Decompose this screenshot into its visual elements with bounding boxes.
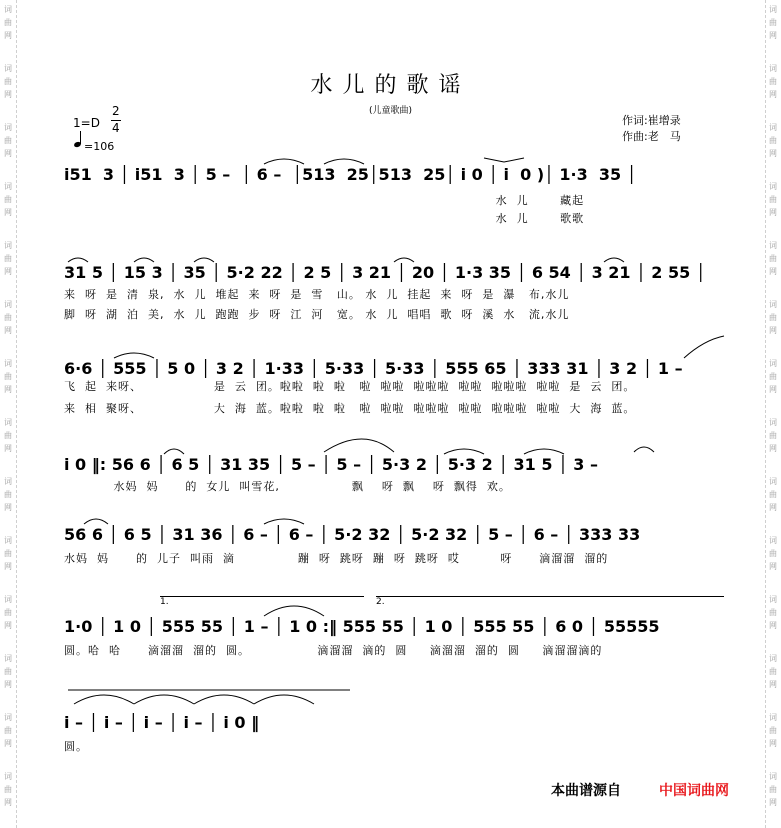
edge-watermark-glyph: 曲 <box>769 549 777 558</box>
edge-watermark-glyph: 词 <box>769 182 777 191</box>
time-signature-numerator: 2 <box>112 104 120 118</box>
edge-watermark-glyph: 词 <box>4 300 12 309</box>
notation: 56 6 │ 6 5 │ 31 36 │ 6 – │ 6 – │ 5·2 32 │ 5·2 32 │ 5 – │ 6 – │ 333 33 <box>64 524 641 544</box>
edge-watermark-glyph: 词 <box>4 359 12 368</box>
edge-watermark-glyph: 曲 <box>4 490 12 499</box>
edge-watermark-glyph: 网 <box>4 267 12 276</box>
lyric-verse-1: 圆。 <box>64 740 88 753</box>
edge-watermark-glyph: 词 <box>4 123 12 132</box>
key-signature: 1=D <box>73 116 100 130</box>
edge-watermark-glyph: 曲 <box>4 785 12 794</box>
edge-watermark-glyph: 网 <box>4 798 12 807</box>
edge-watermark-glyph: 曲 <box>769 77 777 86</box>
edge-watermark-glyph: 网 <box>769 562 777 571</box>
edge-watermark-glyph: 曲 <box>769 372 777 381</box>
edge-watermark-glyph: 词 <box>4 713 12 722</box>
edge-watermark-glyph: 曲 <box>769 726 777 735</box>
edge-watermark-glyph: 网 <box>4 385 12 394</box>
edge-watermark-glyph: 网 <box>769 326 777 335</box>
lyric-verse-1: 水妈 妈 的 儿子 叫雨 滴 蹦 呀 跳呀 蹦 呀 跳呀 哎 呀 滴溜溜 溜的 <box>64 552 609 565</box>
edge-watermark-glyph: 网 <box>769 267 777 276</box>
notation: i51 3 │ i51 3 │ 5 – │ 6 – │513 25│513 25│ i 0 │ i 0 )│ 1·3 35 │ <box>64 164 637 184</box>
edge-watermark-glyph: 曲 <box>4 18 12 27</box>
edge-watermark-glyph: 词 <box>4 536 12 545</box>
edge-watermark-glyph: 词 <box>4 772 12 781</box>
lyricist-credit: 作词:崔增录 <box>622 114 681 127</box>
time-signature-denominator: 4 <box>112 121 120 135</box>
edge-watermark-glyph: 网 <box>769 208 777 217</box>
edge-watermark-glyph: 曲 <box>4 431 12 440</box>
edge-watermark-glyph: 网 <box>4 444 12 453</box>
edge-watermark-glyph: 网 <box>769 680 777 689</box>
edge-watermark-glyph: 网 <box>4 90 12 99</box>
song-subtitle: (儿童歌曲) <box>368 106 413 116</box>
edge-watermark-glyph: 词 <box>769 477 777 486</box>
edge-watermark-glyph: 曲 <box>4 313 12 322</box>
song-title: 水儿的歌谣 <box>310 73 471 98</box>
edge-watermark-glyph: 曲 <box>4 195 12 204</box>
edge-watermark-glyph: 网 <box>4 326 12 335</box>
edge-watermark-glyph: 词 <box>4 5 12 14</box>
edge-watermark-glyph: 词 <box>769 300 777 309</box>
edge-watermark-glyph: 词 <box>4 64 12 73</box>
edge-watermark-glyph: 曲 <box>4 136 12 145</box>
edge-watermark-glyph: 词 <box>769 359 777 368</box>
edge-watermark-glyph: 曲 <box>769 195 777 204</box>
notation: 6·6 │ 555 │ 5 0 │ 3 2 │ 1·33 │ 5·33 │ 5·33 │ 555 65 │ 333 31 │ 3 2 │ 1 – <box>64 358 683 378</box>
edge-watermark-glyph: 网 <box>769 90 777 99</box>
second-ending-label: 2. <box>376 597 385 607</box>
edge-watermark-glyph: 词 <box>769 418 777 427</box>
tempo-marking: =106 <box>84 140 115 153</box>
edge-watermark-glyph: 曲 <box>4 254 12 263</box>
lyric-verse-1: 飞 起 来呀、 是 云 团。啦啦 啦 啦 啦 啦啦 啦啦啦 啦啦 啦啦啦 啦啦 是 云 团。 <box>64 380 636 393</box>
edge-watermark-glyph: 曲 <box>4 726 12 735</box>
edge-watermark-glyph: 曲 <box>769 608 777 617</box>
lyric-verse-2: 水 儿 歌歌 <box>64 212 585 225</box>
edge-watermark-glyph: 词 <box>769 536 777 545</box>
lyric-verse-1: 水 儿 藏起 <box>64 194 585 207</box>
edge-watermark-glyph: 曲 <box>4 608 12 617</box>
lyric-verse-1: 圆。哈 哈 滴溜溜 溜的 圆。 滴溜溜 滴的 圆 滴溜溜 溜的 圆 滴溜溜滴的 <box>64 644 603 657</box>
edge-watermark-glyph: 网 <box>769 798 777 807</box>
edge-watermark-glyph: 网 <box>769 31 777 40</box>
source-site-link[interactable]: 中国词曲网 <box>659 783 729 799</box>
edge-watermark-glyph: 曲 <box>769 136 777 145</box>
edge-watermark-glyph: 曲 <box>769 18 777 27</box>
edge-watermark-glyph: 网 <box>769 385 777 394</box>
edge-watermark-glyph: 网 <box>769 621 777 630</box>
edge-watermark-glyph: 词 <box>4 477 12 486</box>
lyric-verse-2: 脚 呀 湖 泊 美, 水 儿 跑跑 步 呀 江 河 宽。 水 儿 唱唱 歌 呀 溪 水 流,水儿 <box>64 308 570 321</box>
edge-watermark-glyph: 词 <box>769 5 777 14</box>
edge-watermark-glyph: 曲 <box>769 490 777 499</box>
edge-watermark-glyph: 曲 <box>769 313 777 322</box>
edge-watermark-glyph: 词 <box>4 241 12 250</box>
lyric-verse-2: 来 相 聚呀、 大 海 蓝。啦啦 啦 啦 啦 啦啦 啦啦啦 啦啦 啦啦啦 啦啦 大 海 蓝。 <box>64 402 636 415</box>
source-label: 本曲谱源自 <box>551 783 621 799</box>
edge-watermark-glyph: 词 <box>769 772 777 781</box>
edge-watermark-glyph: 词 <box>4 182 12 191</box>
notation: 1·0 │ 1 0 │ 555 55 │ 1 – │ 1 0 :‖ 555 55 │ 1 0 │ 555 55 │ 6 0 │ 55555 <box>64 616 660 636</box>
notation: i – │ i – │ i – │ i – │ i 0 ‖ <box>64 712 260 732</box>
edge-watermark-glyph: 曲 <box>4 667 12 676</box>
edge-watermark-glyph: 曲 <box>4 549 12 558</box>
edge-watermark-glyph: 曲 <box>769 254 777 263</box>
lyric-verse-1: 来 呀 是 清 泉, 水 儿 堆起 来 呀 是 雪 山。 水 儿 挂起 来 呀 是 瀑 布,水儿 <box>64 288 570 301</box>
edge-watermark-glyph: 网 <box>4 503 12 512</box>
edge-watermark-glyph: 网 <box>769 444 777 453</box>
edge-watermark-glyph: 曲 <box>769 667 777 676</box>
edge-watermark-glyph: 曲 <box>769 431 777 440</box>
edge-watermark-glyph: 网 <box>4 562 12 571</box>
edge-watermark-glyph: 词 <box>769 595 777 604</box>
edge-watermark-glyph: 网 <box>769 503 777 512</box>
first-ending-label: 1. <box>160 597 169 607</box>
right-edge-line <box>765 0 766 828</box>
edge-watermark-glyph: 网 <box>4 680 12 689</box>
edge-watermark-glyph: 曲 <box>769 785 777 794</box>
edge-watermark-glyph: 曲 <box>4 77 12 86</box>
edge-watermark-glyph: 词 <box>769 64 777 73</box>
edge-watermark-glyph: 词 <box>769 713 777 722</box>
edge-watermark-glyph: 词 <box>769 654 777 663</box>
edge-watermark-glyph: 网 <box>769 149 777 158</box>
notation: i 0 ‖: 56 6 │ 6 5 │ 31 35 │ 5 – │ 5 – │ 5·3 2 │ 5·3 2 │ 31 5 │ 3 – <box>64 454 598 474</box>
edge-watermark-glyph: 词 <box>4 418 12 427</box>
lyric-verse-1: 水妈 妈 的 女儿 叫雪花, 飘 呀 飘 呀 飘得 欢。 <box>64 480 511 493</box>
edge-watermark-glyph: 曲 <box>4 372 12 381</box>
edge-watermark-glyph: 词 <box>769 241 777 250</box>
edge-watermark-glyph: 网 <box>4 149 12 158</box>
slur-marks <box>64 688 724 702</box>
edge-watermark-glyph: 网 <box>4 208 12 217</box>
edge-watermark-glyph: 网 <box>4 739 12 748</box>
edge-watermark-glyph: 词 <box>769 123 777 132</box>
left-edge-line <box>16 0 17 828</box>
notation: 31 5 │ 15 3 │ 35 │ 5·2 22 │ 2 5 │ 3 21 │ 20 │ 1·3 35 │ 6 54 │ 3 21 │ 2 55 │ <box>64 262 706 282</box>
edge-watermark-glyph: 词 <box>4 654 12 663</box>
edge-watermark-glyph: 词 <box>4 595 12 604</box>
edge-watermark-glyph: 网 <box>769 739 777 748</box>
quarter-note-stem <box>80 131 81 144</box>
edge-watermark-glyph: 网 <box>4 621 12 630</box>
edge-watermark-glyph: 网 <box>4 31 12 40</box>
composer-credit: 作曲:老 马 <box>622 130 681 143</box>
